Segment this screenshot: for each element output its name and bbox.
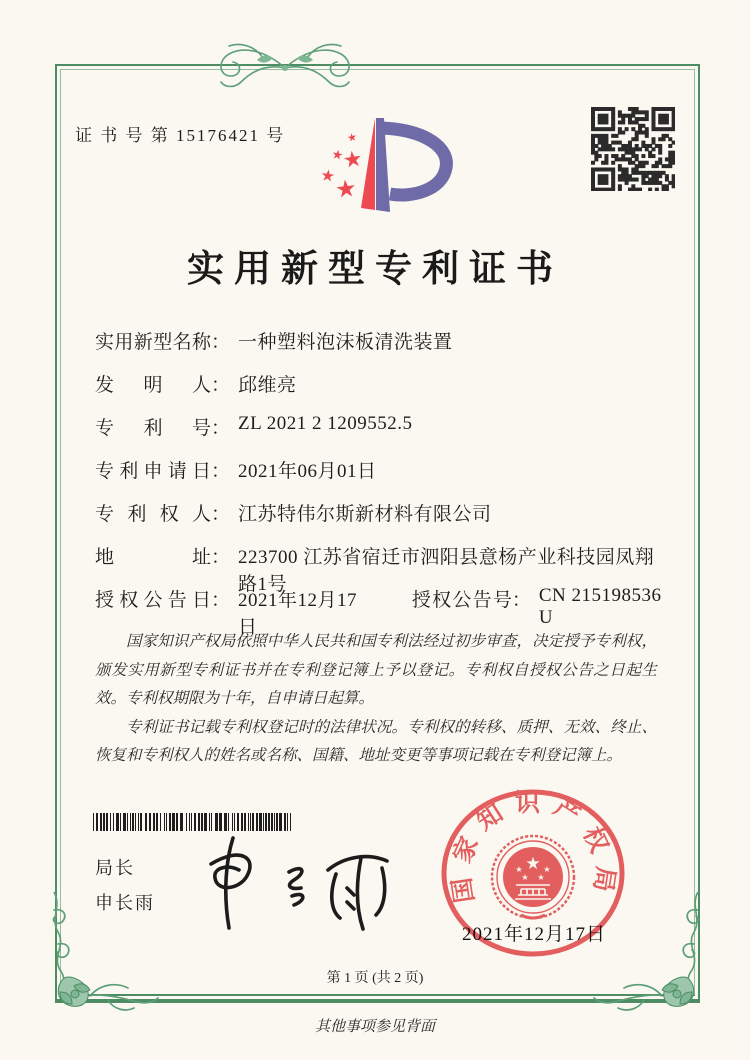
svg-text:★: ★ (333, 173, 359, 204)
field-value: 一种塑料泡沫板清洗装置 (238, 332, 453, 353)
qr-code-icon (591, 107, 675, 191)
field-patentee: 专利权人 ： 江苏特伟尔斯新材料有限公司 (95, 499, 665, 542)
seal-date: 2021年12月17日 (462, 924, 607, 945)
field-value: 邱维亮 (238, 375, 297, 396)
field-application-date: 专利申请日 ： 2021年06月01日 (95, 456, 665, 499)
field-value: CN 215198536 U (538, 585, 662, 628)
field-grant-number: 授权公告号 ： CN 215198536 U (412, 585, 665, 629)
field-value: 2021年06月01日 (238, 461, 377, 482)
field-value: 江苏特伟尔斯新材料有限公司 (238, 504, 492, 525)
legal-paragraph-1: 国家知识产权局依照中华人民共和国专利法经过初步审查，决定授予专利权，颁发实用新型专利证书并在专利登记簿上予以登记。专利权自授权公告之日起生效。专利权期限为十年，自申请日起算。 (95, 633, 657, 707)
svg-text:★: ★ (515, 865, 523, 874)
svg-text:★: ★ (521, 873, 529, 882)
director-name: 申长雨 (95, 893, 155, 913)
field-grant-date: 授权公告日 ： 2021年12月17日 (95, 585, 360, 639)
field-address: 地址 ： 223700 江苏省宿迁市泗阳县意杨产业科技园凤翔路1号 (95, 542, 665, 585)
svg-text:★: ★ (543, 865, 551, 874)
field-value: 2021年12月17日 (238, 590, 358, 638)
field-label: 发明人 (95, 375, 211, 396)
field-label: 地址 (95, 547, 211, 568)
svg-text:★: ★ (330, 147, 345, 164)
field-label: 专利号 (95, 418, 211, 439)
svg-text:★: ★ (345, 130, 359, 145)
svg-text:★: ★ (525, 854, 541, 874)
field-label: 专利申请日 (95, 461, 211, 482)
field-utility-model-name: 实用新型名称 ： 一种塑料泡沫板清洗装置 (95, 327, 665, 370)
field-list (95, 327, 665, 638)
legal-paragraph-2: 专利证书记载专利权登记时的法律状况。专利权的转移、质押、无效、终止、恢复和专利权人的姓名或名称、国籍、地址变更等事项记载在专利登记簿上。 (95, 718, 657, 764)
field-value: ZL 2021 2 1209552.5 (238, 413, 413, 434)
field-patent-number: 专利号 ： ZL 2021 2 1209552.5 (95, 413, 413, 439)
director-title: 局长 (95, 858, 135, 878)
field-label: 专利权人 (95, 504, 211, 525)
back-side-note: 其他事项参见背面 (314, 1019, 435, 1035)
cnipa-logo-icon (298, 110, 473, 238)
page-number: 第 1 页 (共 2 页) (326, 971, 424, 986)
svg-text:★: ★ (341, 146, 365, 174)
director-signature-icon (193, 828, 398, 933)
certificate-number: 证 书 号 第 15176421 号 (75, 126, 286, 145)
field-label: 授权公告日 (95, 590, 211, 611)
field-label: 实用新型名称 (95, 332, 211, 353)
svg-text:★: ★ (537, 873, 545, 882)
certificate-title: 实用新型专利证书 (187, 249, 563, 290)
field-inventor: 发明人 ： 邱维亮 (95, 370, 665, 413)
svg-text:★: ★ (319, 165, 337, 186)
legal-text (95, 628, 657, 771)
seal-text: 国家知识产权局 (447, 790, 619, 905)
national-emblem-icon (492, 836, 574, 918)
director-block (95, 851, 155, 921)
field-label: 授权公告号 (411, 590, 512, 611)
field-value: 223700 江苏省宿迁市泗阳县意杨产业科技园凤翔路1号 (238, 547, 655, 595)
